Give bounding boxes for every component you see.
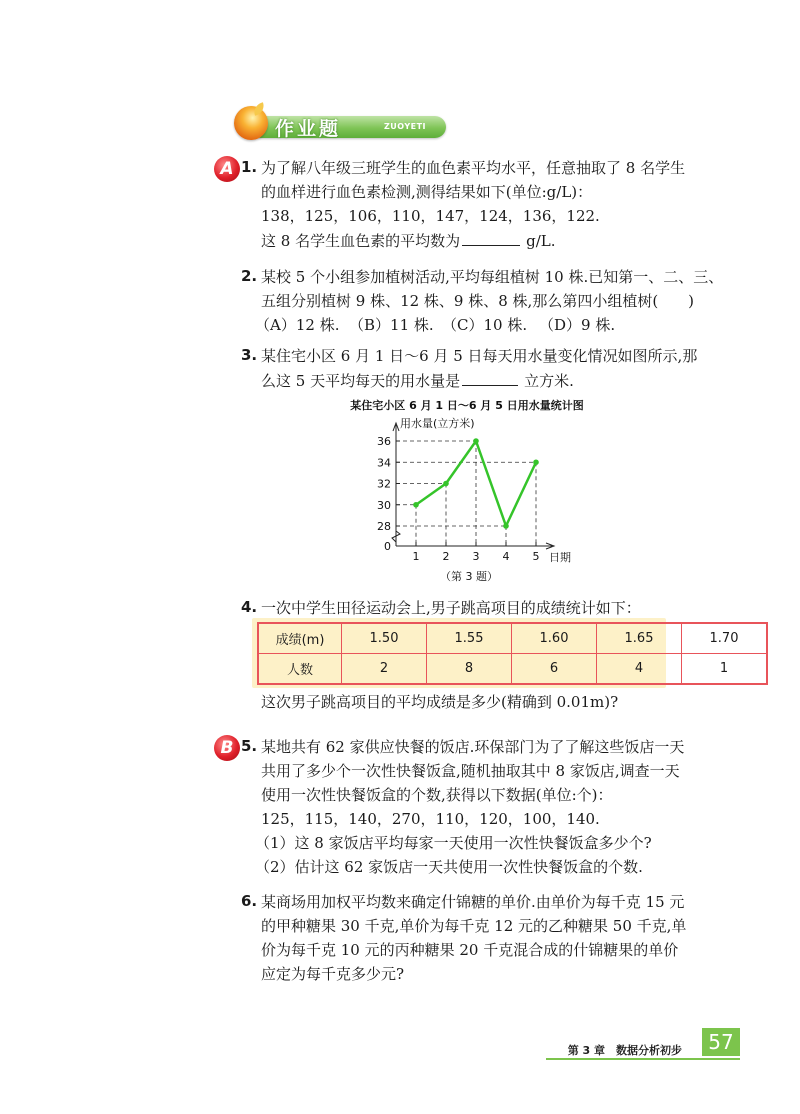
q2-line-2: 五组分别植树 9 株、12 株、9 株、8 株,那么第四小组植树( )	[261, 292, 695, 310]
q1-unit: g/L.	[526, 232, 556, 250]
chart-data-point	[413, 502, 419, 508]
q5-subquestion-2: （2）估计这 62 家饭店一天共使用一次性快餐饭盒的个数.	[255, 858, 643, 876]
table-cell: 1.60	[512, 623, 597, 654]
chart-y-tick-label: 32	[377, 477, 391, 491]
q6-line-2: 的甲种糖果 30 千克,单价为每千克 12 元的乙种糖果 50 千克,单	[261, 917, 687, 935]
chapter-footer: 第 3 章 数据分析初步	[567, 1044, 682, 1057]
q6-line-1: 某商场用加权平均数来确定什锦糖的单价.由单价为每千克 15 元	[261, 893, 685, 911]
table-cell: 8	[427, 654, 512, 685]
q5-line-2: 共用了多少个一次性快餐饭盒,随机抽取其中 8 家饭店,调查一天	[261, 762, 680, 780]
table-cell: 1	[682, 654, 768, 685]
table-cell: 4	[597, 654, 682, 685]
q6-line-3: 价为每千克 10 元的丙种糖果 20 千克混合成的什锦糖果的单价	[261, 941, 679, 959]
q3-line-2-text: 么这 5 天平均每天的用水量是	[261, 372, 461, 390]
chart-data-point	[533, 459, 539, 465]
q1-line-4	[261, 229, 555, 252]
chart-y-axis-label: 用水量(立方米)	[400, 417, 475, 430]
table-cell: 2	[342, 654, 427, 685]
q4-question: 这次男子跳高项目的平均成绩是多少(精确到 0.01m)?	[261, 693, 619, 711]
q6-line-4: 应定为每千克多少元?	[261, 965, 405, 983]
q2-option-c: （C）10 株.	[442, 316, 528, 334]
q6-number: 6.	[241, 892, 258, 910]
table-header-score: 成绩(m)	[258, 623, 342, 654]
table-header-count: 人数	[258, 654, 342, 685]
q1-line-3: 138，125，106，110，147，124，136，122.	[261, 207, 600, 225]
chart-x-tick-label: 3	[472, 550, 480, 563]
table-row-counts	[258, 654, 767, 685]
q5-line-1: 某地共有 62 家供应快餐的饭店.环保部门为了了解这些饭店一天	[261, 738, 685, 756]
chart-x-tick-label: 2	[442, 550, 450, 563]
chart-x-axis-label: 日期	[549, 551, 571, 564]
chart-y-tick-label: 0	[384, 540, 391, 553]
chart-y-tick-label: 34	[377, 456, 391, 470]
q1-line-1: 为了解八年级三班学生的血色素平均水平，任意抽取了 8 名学生	[261, 159, 686, 177]
q5-line-4: 125，115，140，270，110，120，100，140.	[261, 810, 600, 828]
chart-data-point	[443, 481, 449, 487]
chart-title: 某住宅小区 6 月 1 日～6 月 5 日用水量统计图	[350, 399, 584, 412]
table-row-scores	[258, 623, 767, 654]
chart-data-point	[473, 438, 479, 444]
water-usage-line-chart	[330, 395, 610, 590]
section-title: 作业题	[275, 118, 342, 140]
q5-line-3: 使用一次性快餐饭盒的个数,获得以下数据(单位:个)：	[261, 786, 613, 804]
q2-option-a: （A）12 株.	[255, 316, 340, 334]
page-number: 57	[702, 1028, 740, 1056]
table-cell: 1.55	[427, 623, 512, 654]
q4-number: 4.	[241, 598, 258, 616]
chart-y-tick-label: 28	[377, 520, 391, 533]
q2-line-1: 某校 5 个小组参加植树活动,平均每组植树 10 株.已知第一、二、三、	[261, 268, 724, 286]
q1-answer-blank[interactable]	[462, 229, 520, 246]
q1-line-4-text: 这 8 名学生血色素的平均数为	[261, 232, 461, 250]
chart-x-tick-label: 1	[412, 550, 420, 563]
chart-x-tick-label: 5	[532, 550, 540, 563]
q1-number: 1.	[241, 158, 258, 176]
q2-number: 2.	[241, 267, 258, 285]
chart-x-tick-label: 4	[502, 550, 510, 563]
footer-rule	[546, 1058, 740, 1060]
q5-subquestion-1: （1）这 8 家饭店平均每家一天使用一次性快餐饭盒多少个?	[255, 834, 652, 852]
table-cell: 1.70	[682, 623, 768, 654]
table-cell: 6	[512, 654, 597, 685]
q2-option-d: （D）9 株.	[539, 316, 616, 334]
q3-line-1: 某住宅小区 6 月 1 日～6 月 5 日每天用水量变化情况如图所示,那	[261, 347, 698, 365]
table-cell: 1.50	[342, 623, 427, 654]
q3-unit: 立方米.	[524, 372, 574, 390]
q3-number: 3.	[241, 346, 258, 364]
section-subtitle: ZUOYETI	[384, 122, 427, 131]
q3-answer-blank[interactable]	[462, 369, 518, 386]
orange-ball-icon	[234, 106, 268, 140]
q5-number: 5.	[241, 737, 258, 755]
level-a-badge: A	[214, 156, 240, 182]
chart-y-tick-label: 30	[377, 498, 391, 512]
level-b-badge: B	[214, 735, 240, 761]
q3-line-2	[261, 369, 574, 392]
chart-caption: （第 3 题）	[440, 570, 498, 583]
high-jump-score-table	[257, 622, 768, 685]
q2-option-b: （B）11 株.	[349, 316, 434, 334]
q4-intro: 一次中学生田径运动会上,男子跳高项目的成绩统计如下：	[261, 599, 641, 617]
q1-line-2: 的血样进行血色素检测,测得结果如下(单位:g/L)：	[261, 183, 593, 201]
chart-data-point	[503, 523, 509, 529]
table-cell: 1.65	[597, 623, 682, 654]
chart-y-tick-label: 36	[377, 435, 391, 448]
